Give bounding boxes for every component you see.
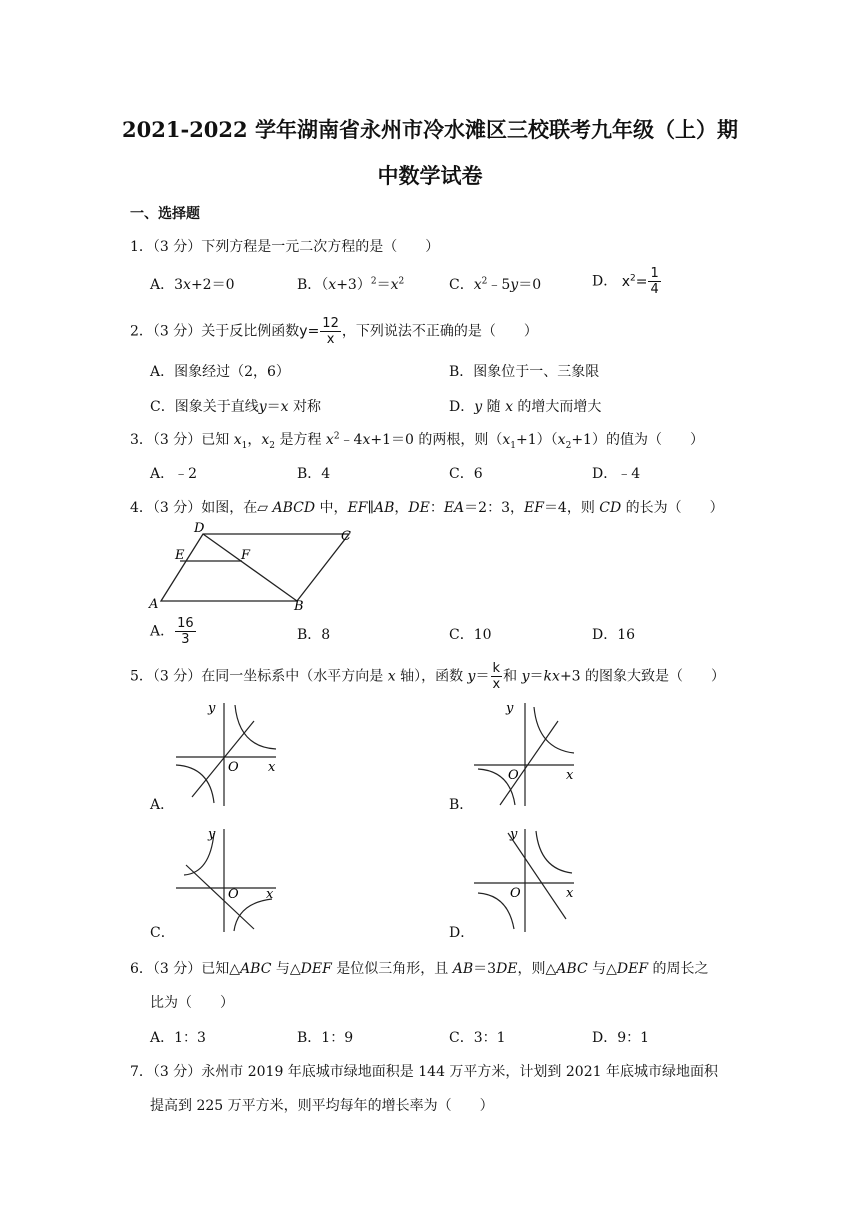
q4-option-b: B．8 (297, 627, 331, 643)
q4-option-d: D．16 (592, 627, 636, 643)
q5-option-a: A． (150, 797, 175, 813)
question-7-line2: 提高到 225 万平方米，则平均每年的增长率为（ ） (150, 1098, 494, 1114)
q5-option-d: D． (449, 925, 475, 941)
question-1: 1．（3 分）下列方程是一元二次方程的是（ ） (130, 239, 440, 255)
q2-option-a: A．图象经过（2，6） (150, 364, 290, 380)
q2-option-c: C．图象关于直线y＝x 对称 (150, 399, 321, 415)
svg-text:O: O (228, 887, 239, 902)
svg-text:B: B (294, 599, 304, 612)
question-5: 5．（3 分）在同一坐标系中（水平方向是 x 轴），函数 y＝ $\frac{k}{x}$ 和 y＝kx+3 的图象大致是（ ） (130, 661, 726, 692)
q6-option-c: C．3：1 (449, 1030, 506, 1046)
svg-text:O: O (228, 760, 239, 775)
question-4: 4．（3 分）如图，在▱ ABCD 中，EF∥AB，DE：EA＝2：3，EF＝4，则 CD 的长为（ ） (130, 500, 724, 516)
question-7: 7．（3 分）永州市 2019 年底城市绿地面积是 144 万平方米，计划到 2021 年底城市绿地面积 (130, 1064, 718, 1080)
section-heading: 一、选择题 (130, 206, 200, 222)
svg-text:y: y (510, 827, 518, 842)
svg-text:O: O (508, 768, 519, 783)
q6-option-a: A．1：3 (150, 1030, 206, 1046)
question-6-line2: 比为（ ） (150, 995, 234, 1011)
q2-option-b: B．图象位于一、三象限 (449, 364, 600, 380)
svg-text:y: y (208, 827, 216, 842)
svg-text:O: O (510, 886, 521, 901)
graph-d (470, 825, 580, 935)
svg-text:x: x (566, 768, 574, 783)
q4-option-c: C．10 (449, 627, 492, 643)
q1-option-b: B．$(x+3)^2=x^2$ (297, 276, 405, 293)
q1-option-c: C．$x^2﹣5y=0$ (449, 276, 542, 293)
svg-text:D: D (194, 522, 205, 536)
svg-text:F: F (241, 548, 251, 563)
q4-option-a: A． $\frac{16}{3}$ (150, 616, 194, 647)
svg-text:A: A (149, 597, 159, 612)
svg-text:x: x (266, 887, 274, 902)
q5-option-c: C． (150, 925, 175, 941)
graph-b (470, 699, 580, 809)
question-3: 3．（3 分）已知 $x_1$，$x_2$ 是方程 $x^2﹣4x+1=0$ 的两根，则$(x_1+1)(x_2+1)$的值为（ ） (130, 431, 704, 451)
svg-text:E: E (175, 548, 185, 563)
q1-option-d: D． $x^2=$ $\frac{1}{4}$ (592, 266, 659, 297)
page-title-line1: 2021-2022 学年湖南省永州市冷水滩区三校联考九年级（上）期 (122, 117, 738, 142)
q1-option-a: A．3x+2＝0 (150, 277, 235, 293)
q3-option-d: D．﹣4 (592, 466, 641, 482)
page-title-line2: 中数学试卷 (377, 163, 483, 188)
q5-option-b: B． (449, 797, 474, 813)
q3-option-c: C．6 (449, 466, 483, 482)
q6-option-d: D．9：1 (592, 1030, 650, 1046)
question-2: 2．（3 分）关于反比例函数y= $\frac{12}{x}$ ，下列说法不正确的是（ ） (130, 316, 538, 347)
q6-option-b: B．1：9 (297, 1030, 354, 1046)
svg-text:x: x (268, 760, 276, 775)
q3-option-b: B．4 (297, 466, 331, 482)
parallelogram-figure (145, 522, 365, 612)
graph-c (172, 825, 282, 935)
svg-text:y: y (506, 701, 514, 716)
svg-text:y: y (208, 701, 216, 716)
q3-option-a: A．﹣2 (150, 466, 198, 482)
svg-text:C: C (341, 529, 351, 544)
svg-text:x: x (566, 886, 574, 901)
graph-a (172, 699, 282, 809)
q2-option-d: D．y 随 x 的增大而增大 (449, 399, 602, 415)
question-6: 6．（3 分）已知△ABC 与△DEF 是位似三角形，且 AB＝3DE，则△ABC 与△DEF 的周长之 (130, 961, 709, 977)
